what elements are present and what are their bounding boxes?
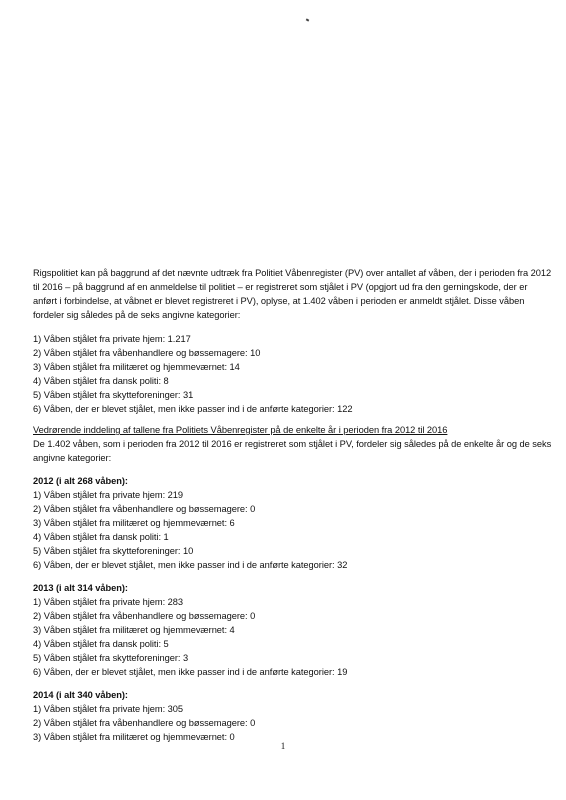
list-item: 3) Våben stjålet fra militæret og hjemmeværnet: 6 bbox=[33, 518, 235, 528]
list-item: 6) Våben, der er blevet stjålet, men ikke passer ind i de anførte kategorier: 122 bbox=[33, 404, 353, 414]
section-intro: De 1.402 våben, som i perioden fra 2012 til 2016 er registreret som stjålet i PV, fordeler sig således på de enkelte år og de seks angivne kategorier: bbox=[33, 439, 552, 463]
page-number: 1 bbox=[280, 741, 286, 751]
year-block-2013 bbox=[33, 581, 553, 679]
section-heading: Vedrørende inddeling af tallene fra Politiets Våbenregister på de enkelte år i perioden fra 2012 til 2016 bbox=[33, 425, 448, 435]
list-item: 2) Våben stjålet fra våbenhandlere og bøssemagere: 0 bbox=[33, 611, 256, 621]
list-item: 4) Våben stjålet fra dansk politi: 5 bbox=[33, 639, 169, 649]
list-item: 4) Våben stjålet fra dansk politi: 8 bbox=[33, 376, 169, 386]
list-item: 3) Våben stjålet fra militæret og hjemmeværnet: 4 bbox=[33, 625, 235, 635]
list-item: 5) Våben stjålet fra skytteforeninger: 3 bbox=[33, 653, 189, 663]
list-item: 6) Våben, der er blevet stjålet, men ikke passer ind i de anførte kategorier: 32 bbox=[33, 560, 348, 570]
list-item: 4) Våben stjålet fra dansk politi: 1 bbox=[33, 532, 169, 542]
list-item: 2) Våben stjålet fra våbenhandlere og bøssemagere: 10 bbox=[33, 348, 261, 358]
year-block-2014 bbox=[33, 688, 553, 744]
document-body bbox=[33, 266, 553, 744]
year-title: 2012 (i alt 268 våben): bbox=[33, 476, 128, 486]
year-block-2012 bbox=[33, 474, 553, 572]
list-item: 5) Våben stjålet fra skytteforeninger: 10 bbox=[33, 546, 194, 556]
list-item: 3) Våben stjålet fra militæret og hjemmeværnet: 14 bbox=[33, 362, 240, 372]
category-totals-list bbox=[33, 332, 553, 416]
list-item: 1) Våben stjålet fra private hjem: 283 bbox=[33, 597, 184, 607]
list-item: 3) Våben stjålet fra militæret og hjemmeværnet: 0 bbox=[33, 732, 235, 742]
scan-speck bbox=[306, 18, 310, 21]
list-item: 1) Våben stjålet fra private hjem: 305 bbox=[33, 704, 184, 714]
year-title: 2014 (i alt 340 våben): bbox=[33, 690, 128, 700]
list-item: 6) Våben, der er blevet stjålet, men ikke passer ind i de anførte kategorier: 19 bbox=[33, 667, 348, 677]
list-item: 5) Våben stjålet fra skytteforeninger: 31 bbox=[33, 390, 194, 400]
list-item: 2) Våben stjålet fra våbenhandlere og bøssemagere: 0 bbox=[33, 504, 256, 514]
intro-paragraph: Rigspolitiet kan på baggrund af det nævnte udtræk fra Politiet Våbenregister (PV) over antallet af våben, der i perioden fra 2012 til 2016 – på baggrund af en anmeldelse til politiet – er registreret som stjålet i PV (opgjort ud fra den gerningskode, der er anført i forbindelse, at våbnet er blevet registreret i PV), oplyse, at 1.402 våben i perioden er anmeldt stjålet. Disse våben fordeler sig således på de seks angivne kategorier: bbox=[33, 268, 552, 320]
list-item: 2) Våben stjålet fra våbenhandlere og bøssemagere: 0 bbox=[33, 718, 256, 728]
year-title: 2013 (i alt 314 våben): bbox=[33, 583, 128, 593]
list-item: 1) Våben stjålet fra private hjem: 219 bbox=[33, 490, 184, 500]
list-item: 1) Våben stjålet fra private hjem: 1.217 bbox=[33, 334, 191, 344]
